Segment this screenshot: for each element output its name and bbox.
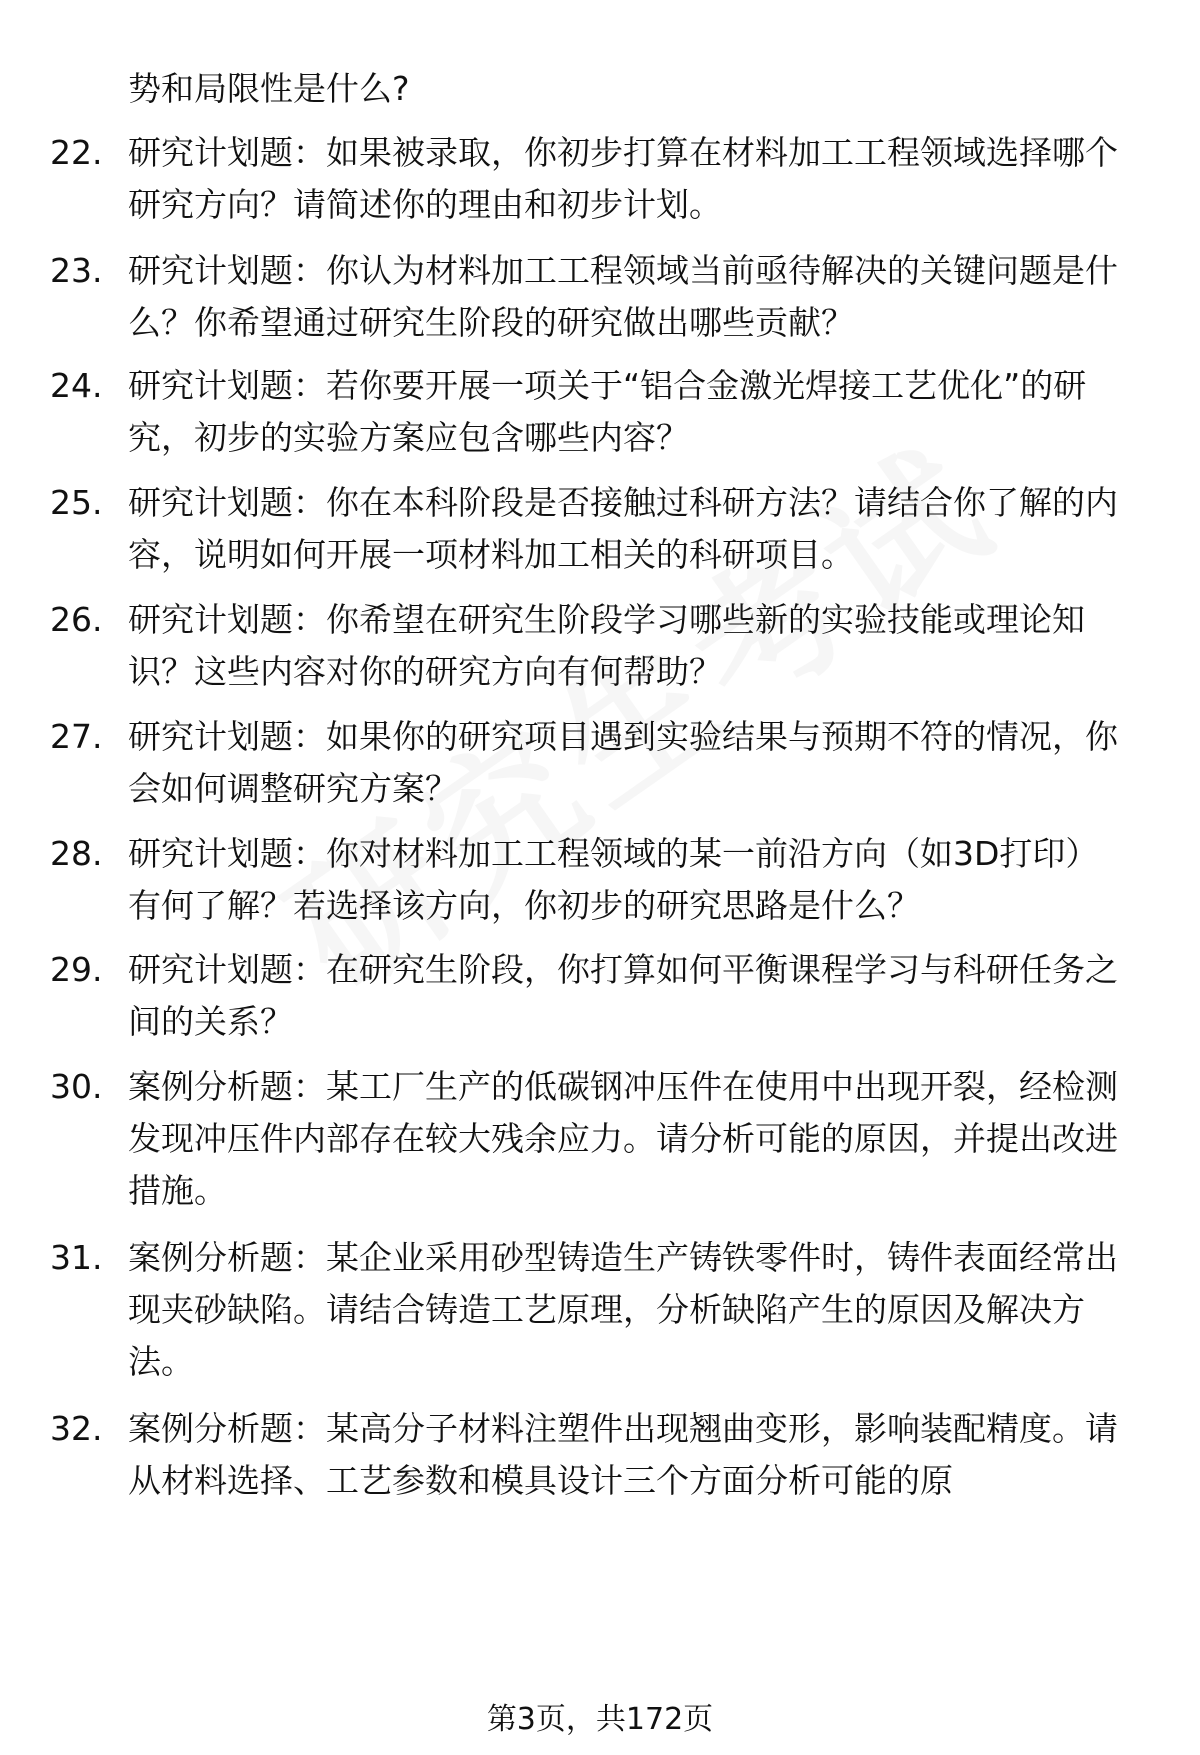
page-footer: 第3页，共172页 <box>486 1702 714 1737</box>
question-text: 研究计划题：你希望在研究生阶段学习哪些新的实验技能或理论知识？这些内容对你的研究方向有何帮助？ <box>128 600 1085 691</box>
question-text: 案例分析题：某企业采用砂型铸造生产铸铁零件时，铸件表面经常出现夹砂缺陷。请结合铸造工艺原理，分析缺陷产生的原因及解决方法。 <box>128 1238 1118 1381</box>
question-item <box>50 1403 1140 1507</box>
question-number: 27. <box>50 717 103 756</box>
question-text: 研究计划题：你在本科阶段是否接触过科研方法？请结合你了解的内容，说明如何开展一项材料加工相关的科研项目。 <box>128 483 1118 574</box>
question-number: 25. <box>50 483 103 522</box>
question-number: 23. <box>50 251 103 290</box>
question-item <box>50 594 1140 698</box>
question-number: 26. <box>50 600 103 639</box>
question-text: 研究计划题：你对材料加工工程领域的某一前沿方向（如3D打印）有何了解？若选择该方向，你初步的研究思路是什么？ <box>128 834 1099 925</box>
question-item <box>50 828 1140 932</box>
continuation-text: 势和局限性是什么? <box>128 69 410 108</box>
question-number: 24. <box>50 366 103 405</box>
question-number: 30. <box>50 1067 103 1106</box>
question-number: 22. <box>50 133 103 172</box>
question-number: 28. <box>50 834 103 873</box>
question-item <box>50 1232 1140 1388</box>
question-number: 31. <box>50 1238 103 1277</box>
question-number: 29. <box>50 950 103 989</box>
question-text: 案例分析题：某工厂生产的低碳钢冲压件在使用中出现开裂，经检测发现冲压件内部存在较大残余应力。请分析可能的原因，并提出改进措施。 <box>128 1067 1118 1210</box>
question-item <box>50 477 1140 581</box>
question-item <box>50 245 1140 349</box>
question-number: 32. <box>50 1409 103 1448</box>
question-text: 研究计划题：在研究生阶段，你打算如何平衡课程学习与科研任务之间的关系？ <box>128 950 1118 1041</box>
question-text: 研究计划题：你认为材料加工工程领域当前亟待解决的关键问题是什么？你希望通过研究生阶段的研究做出哪些贡献？ <box>128 251 1118 342</box>
question-item <box>50 1061 1140 1217</box>
question-item <box>50 360 1140 464</box>
question-item <box>50 944 1140 1048</box>
question-item <box>50 127 1140 231</box>
question-text: 研究计划题：若你要开展一项关于“铝合金激光焊接工艺优化”的研究，初步的实验方案应包含哪些内容？ <box>128 366 1087 457</box>
question-text: 案例分析题：某高分子材料注塑件出现翘曲变形，影响装配精度。请从材料选择、工艺参数和模具设计三个方面分析可能的原 <box>128 1409 1118 1500</box>
question-text: 研究计划题：如果被录取，你初步打算在材料加工工程领域选择哪个研究方向？请简述你的理由和初步计划。 <box>128 133 1118 224</box>
question-text: 研究计划题：如果你的研究项目遇到实验结果与预期不符的情况，你会如何调整研究方案？ <box>128 717 1118 808</box>
question-item <box>50 711 1140 815</box>
